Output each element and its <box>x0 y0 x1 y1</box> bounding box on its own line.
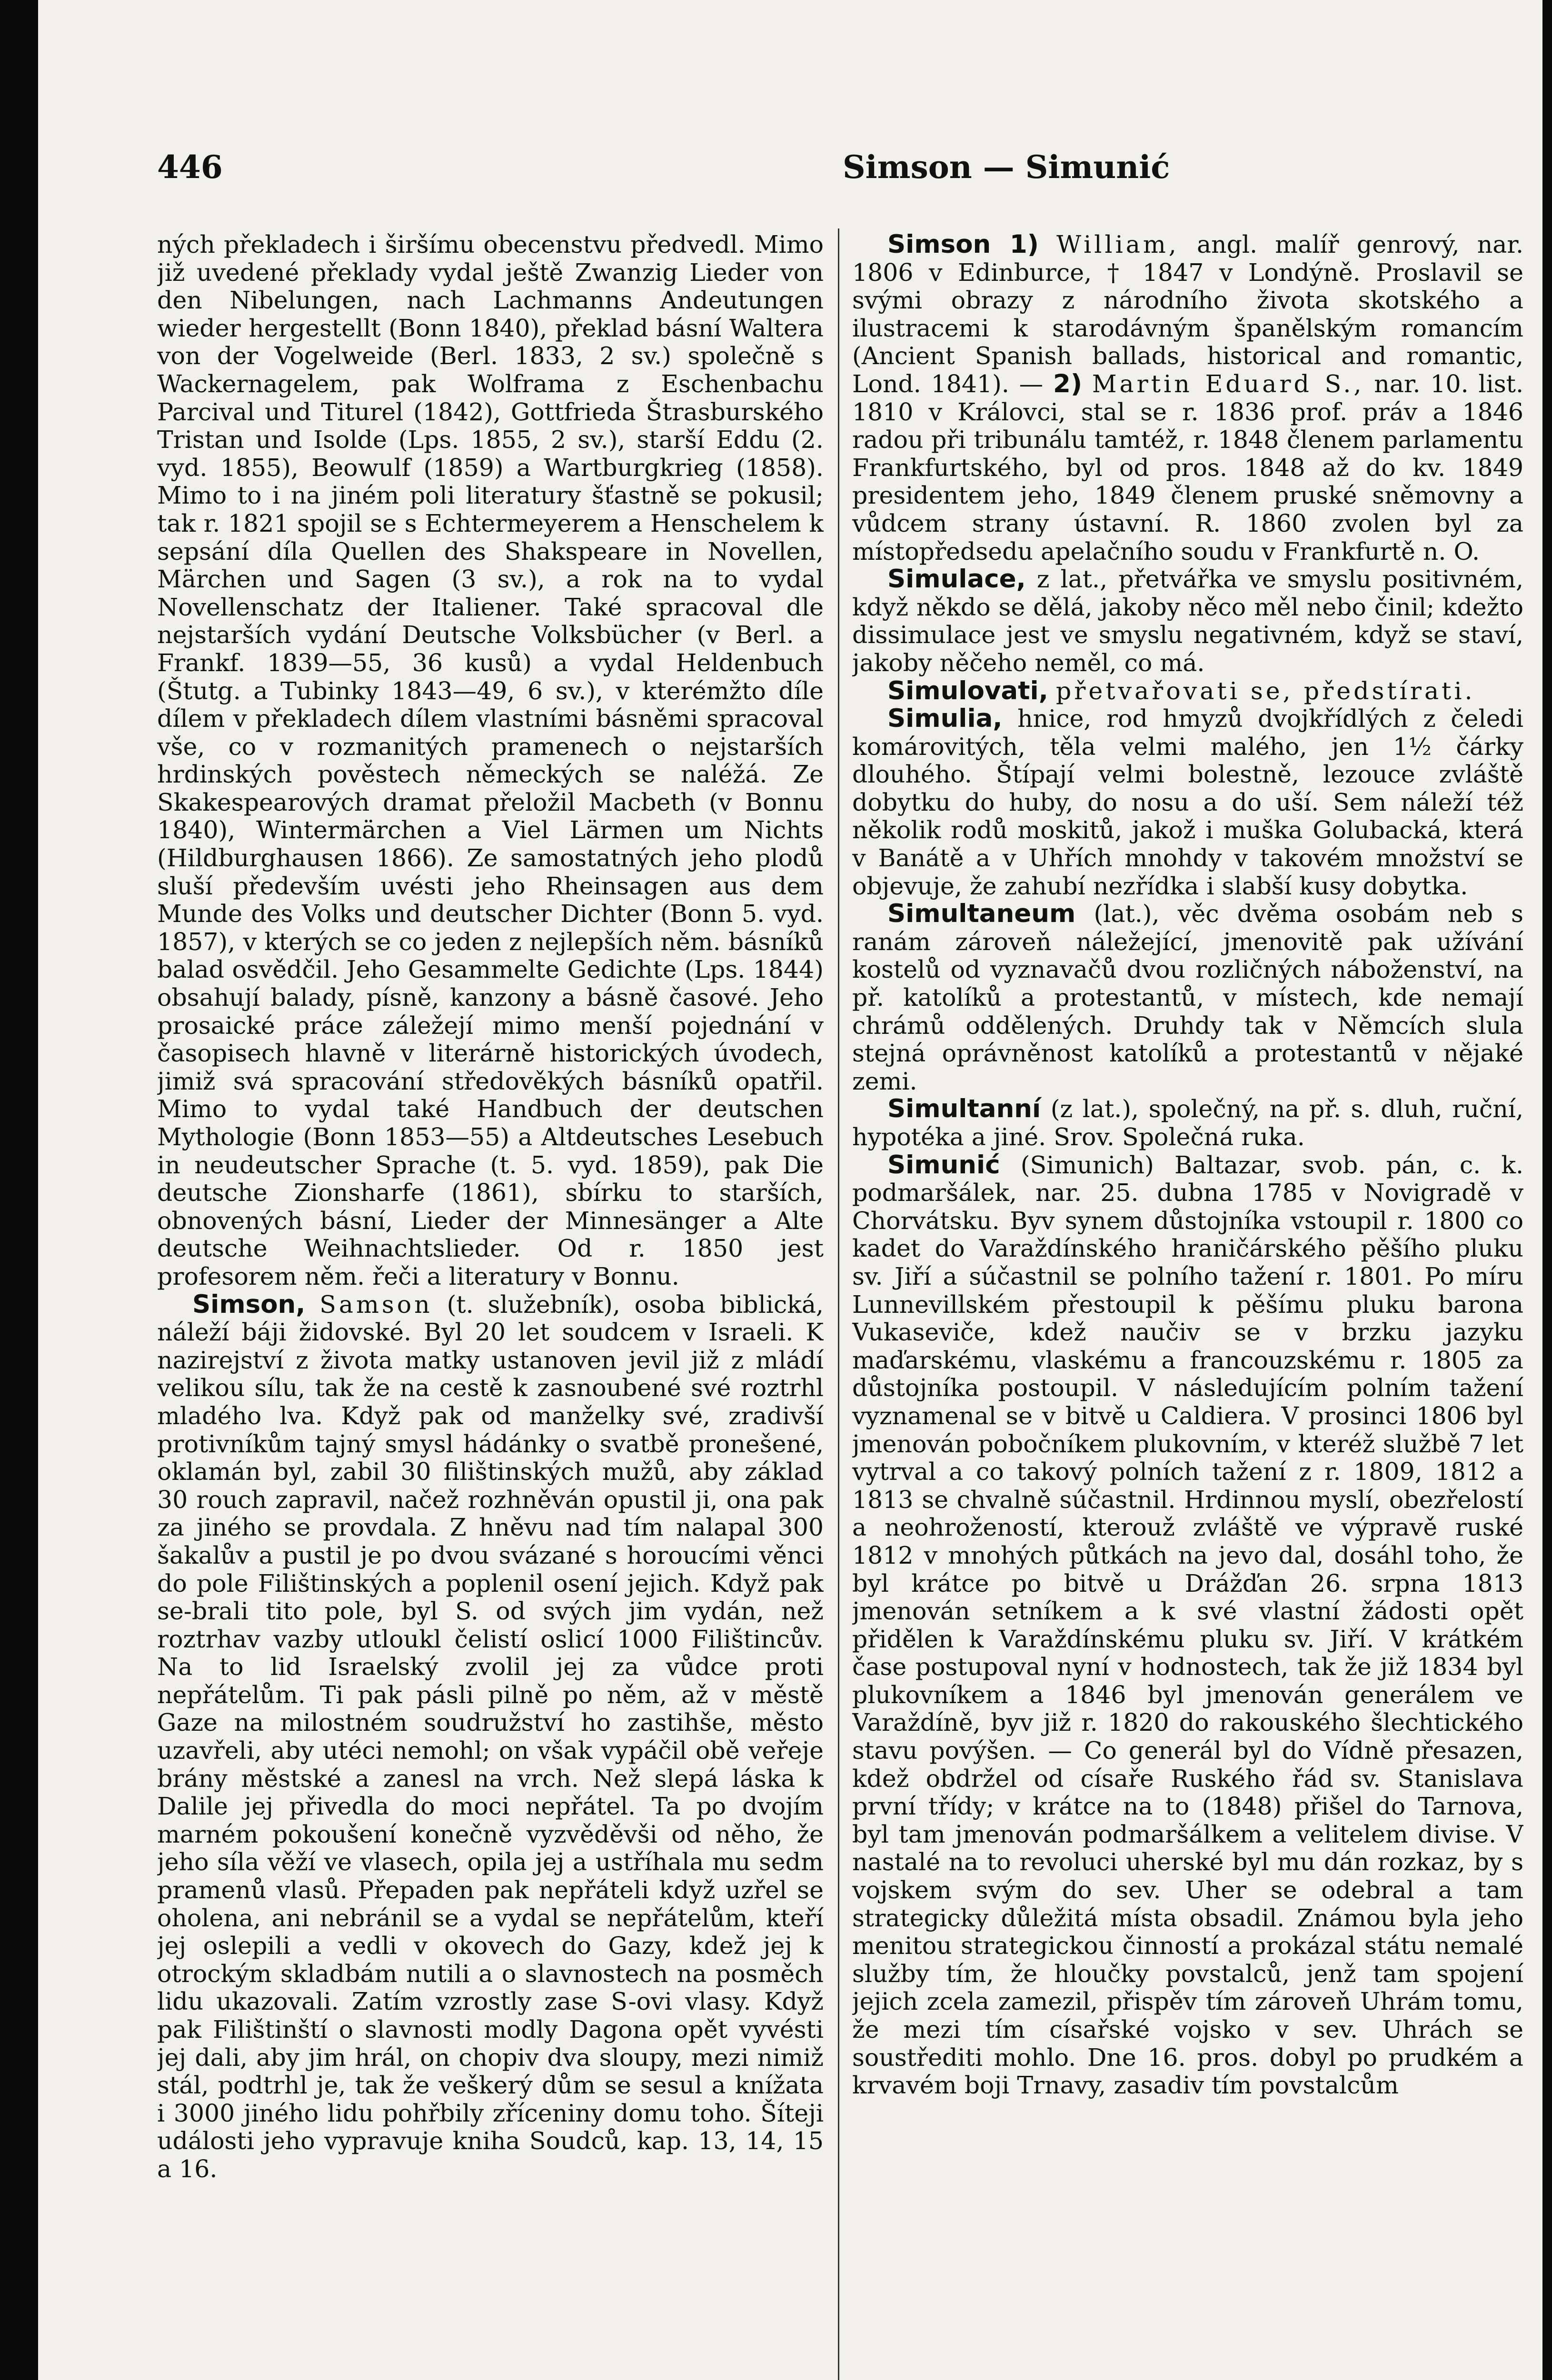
headword: Simson 1) <box>887 231 1039 259</box>
headword: Simunić <box>887 1150 1000 1180</box>
headword: Simultaneum <box>887 899 1076 929</box>
headword: Simulace, <box>887 565 1026 594</box>
entry-simson-samson <box>157 1291 824 2183</box>
headword: Simultanní <box>887 1094 1041 1124</box>
entry-simulia <box>852 705 1523 900</box>
scan-border-right <box>1542 0 1552 2380</box>
entry-name: Martin Eduard S., <box>1092 369 1364 398</box>
page-header <box>157 149 1490 191</box>
entry-simunic <box>852 1151 1523 2100</box>
headword: Simulovati, <box>887 676 1048 705</box>
entry-text: z lat., přetvářka ve smyslu positivném, když někdo se dělá, jakoby něco měl nebo činil; kdežto dissimulace jest ve smyslu negativném, když se staví, jakoby něčeho neměl, co má. <box>852 565 1523 677</box>
column-divider <box>838 228 839 2380</box>
entry-simultaneum <box>852 900 1523 1095</box>
scan-border-left <box>0 0 38 2380</box>
entry-simson <box>852 231 1523 565</box>
entry-simultanni <box>852 1095 1523 1151</box>
left-column <box>157 231 824 2380</box>
entry-text: (lat.), věc dvěma osobám neb s ranám zároveň náležející, jmenovitě pak užívání kostelů od vyznavačů dvou rozličných náboženství, na př. katolíků a protestantů, v místech, kde nemají chrámů oddělených. Druhdy tak v Němcích slula stejná oprávněnost katolíků a protestantů v nějaké zemi. <box>852 900 1523 1095</box>
headword: Simson, <box>192 1289 306 1319</box>
right-column <box>852 231 1523 2380</box>
entry-text: angl. malíř genrový, nar. 1806 v Edinburce, † 1847 v Londýně. Proslavil se svými obrazy z národního života skotského a ilustracemi k starodávným španělským romancím (Ancient Spanish ballads, historical and romantic, Lond. 1841). — <box>852 231 1523 398</box>
running-head: Simson — Simunić <box>843 149 1170 186</box>
entry-name: Samson <box>319 1290 433 1319</box>
entry-simulace <box>852 565 1523 677</box>
entry-text: nar. 10. list. 1810 v Královci, stal se r. 1836 prof. práv a 1846 radou při tribunálu tamtéž, r. 1848 členem parlamentu Frankfurtského, byl od pros. 1848 až do kv. 1849 presidentem jeho, 1849 členem pruské sněmovny a vůdcem strany ústavní. R. 1860 zvolen byl za místopředsedu apelačního soudu v Frankfurtě n. O. <box>852 369 1523 565</box>
entry-text: přetvařovati se, předstírati. <box>1055 676 1475 705</box>
headword: 2) <box>1053 369 1083 398</box>
entry-text: (Simunich) Baltazar, svob. pán, c. k. podmaršálek, nar. 25. dubna 1785 v Novigradě v Chorvátsku. Byv synem důstojníka vstoupil r. 1800 co kadet do Varaždínského hraničárského pěšího pluku sv. Jiří a súčastnil se polního tažení r. 1801. Po míru Lunnevillském přestoupil k pěšímu pluku barona Vukaseviče, kdež naučiv se v brzku jazyku maďarskému, vlaskému a francouzskému r. 1805 za důstojníka postoupil. V následujícím polním tažení vyznamenal se v bitvě u Caldiera. V prosinci 1806 byl jmenován pobočníkem plukovním, v kteréž službě 7 let vytrval a co takový polních tažení z r. 1809, 1812 a 1813 se chvalně súčastnil. Hrdinnou myslí, obezřelostí a neohrožeností, kterouž zvláště ve výpravě ruské 1812 v mnohých půtkách na jevo dal, dosáhl toho, že byl krátce po bitvě u Drážďan 26. srpna 1813 jmenován setníkem a k své vlastní žádosti opět přidělen k Varaždínskému pluku sv. Jiří. V krátkém čase postupoval nyní v hodnostech, tak že již 1834 byl plukovníkem a 1846 byl jmenován generálem ve Varaždíně, byv již r. 1820 do rakouského šlechtického stavu povýšen. — Co generál byl do Vídně přesazen, kdež obdržel od císaře Ruského řád sv. Stanislava první třídy; v krátce na to (1848) přišel do Tarnova, byl tam jmenován podmaršálkem a velitelem divise. V nastalé na to revoluci uherské byl mu dán rozkaz, by s vojskem svým do sev. Uher se odebral a tam strategicky důležitá místa obsadil. Známou byla jeho menitou strategickou činností a prokázal státu nemalé služby tím, že hloučky povstalců, jenž tam spojení jejich zcela zamezil, přispěv tím zároveň Uhrám tomu, že mezi tím císařské vojsko v sev. Uhrách se soustřediti mohlo. Dne 16. pros. dobyl po prudkém a krvavém boji Trnavy, zasadiv tím povstalcům <box>852 1150 1523 2100</box>
continued-paragraph: ných překladech i širšímu obecenstvu předvedl. Mimo již uvedené překlady vydal ještě Zwanzig Lieder von den Nibelungen, nach Lachmanns Andeutungen wieder hergestellt (Bonn 1840), překlad básní Waltera von der Vogelweide (Berl. 1833, 2 sv.) společně s Wackernagelem, pak Wolframa z Eschenbachu Parcival und Titurel (1842), Gottfrieda Štrasburského Tristan und Isolde (Lps. 1855, 2 sv.), starší Eddu (2. vyd. 1855), Beowulf (1859) a Wartburgkrieg (1858). Mimo to i na jiném poli literatury šťastně se pokusil; tak r. 1821 spojil se s Echtermeyerem a Henschelem k sepsání díla Quellen des Shakspeare in Novellen, Märchen und Sagen (3 sv.), a rok na to vydal Novellenschatz der Italiener. Také spracoval dle nejstarších vydání Deutsche Volksbücher (v Berl. a Frankf. 1839—55, 36 kusů) a vydal Heldenbuch (Štutg. a Tubinky 1843—49, 6 sv.), v kterémžto díle dílem v překladech dílem vlastními básněmi spracoval vše, co v rozmanitých pramenech o nejstarších hrdinských pověstech německých se naléžá. Ze Skakespearových dramat přeložil Macbeth (v Bonnu 1840), Wintermärchen a Viel Lärmen um Nichts (Hildburghausen 1866). Ze samostatných jeho plodů sluší především uvésti jeho Rheinsagen aus dem Munde des Volks und deutscher Dichter (Bonn 5. vyd. 1857), v kterých se co jeden z nejlepších něm. básníků balad osvědčil. Jeho Gesammelte Gedichte (Lps. 1844) obsahují balady, písně, kanzony a básně časové. Jeho prosaické práce záležejí mimo menší pojednání v časopisech hlavně v literárně historických úvodech, jimiž svá spracování středověkých básníků opatřil. Mimo to vydal také Handbuch der deutschen Mythologie (Bonn 1853—55) a Altdeutsches Lesebuch in neudeutscher Sprache (t. 5. vyd. 1859), pak Die deutsche Zionsharfe (1861), sbírku to starších, obnovených básní, Lieder der Minnesänger a Alte deutsche Weihnachtslieder. Od r. 1850 jest profesorem něm. řeči a literatury v Bonnu. <box>157 231 824 1290</box>
entry-text: hnice, rod hmyzů dvojkřídlých z čeledi komárovitých, těla velmi malého, jen 1½ čárky dlouhého. Štípají velmi bolestně, lezouce zvláště dobytku do huby, do nosu a do uší. Sem náleží též několik rodů moskitů, jakož i muška Golubacká, která v Banátě a v Uhřích mnohdy v takovém množství se objevuje, že zahubí nezřídka i slabší kusy dobytka. <box>852 704 1523 900</box>
page-number: 446 <box>157 149 223 186</box>
entry-text: (t. služebník), osoba biblická, náleží báji židovské. Byl 20 let soudcem v Israeli. K nazirejství z života matky ustanoven jevil již z mládí velikou sílu, tak že na cestě k zasnoubené své roztrhl mladého lva. Když pak od manželky své, zradivší protivníkům tajný smysl hádánky o svatbě pronešené, oklamán byl, zabil 30 filištinských mužů, aby základ 30 rouch zapravil, načež rozhněván opustil ji, ona pak za jiného se provdala. Z hněvu nad tím nalapal 300 šakalův a pustil je po dvou svázané s horoucími věnci do pole Filištinských a poplenil osení jejich. Když pak se-brali tito pole, byl S. od svých jim vydán, než roztrhav vazby utloukl čelistí oslicí 1000 Filištincův. Na to lid Israelský zvolil jej za vůdce proti nepřátelům. Ti pak pásli pilně po něm, až v městě Gaze na milostném soudružství ho zastihše, město uzavřeli, aby utéci nemohl; on však vypáčil obě veřeje brány městské a zanesl na vrch. Než slepá láska k Dalile jej přivedla do moci nepřátel. Ta po dvojím marném pokoušení konečně vyzvěděvši od něho, že jeho síla věží ve vlasech, opila jej a ustříhala mu sedm pramenů vlasů. Přepaden pak nepřáteli když uzřel se oholena, ani nebránil se a vydal se nepřátelům, kteří jej oslepili a vedli v okovech do Gazy, kdež jej k otrockým skladbám nutili a o slavnostech na posměch lidu ukazovali. Zatím vzrostly zase S-ovi vlasy. Když pak Filištinští o slavnosti modly Dagona opět vyvésti jej dali, aby jim hrál, on chopiv dva sloupy, mezi nimiž stál, podtrhl je, tak že veškerý dům se sesul a knížata i 3000 jiného lidu pohřbily zříceniny domu toho. Šíteji události jeho vypravuje kniha Soudců, kap. 13, 14, 15 a 16. <box>157 1290 824 2183</box>
entry-name: William, <box>1056 231 1179 258</box>
headword: Simulia, <box>887 704 1003 734</box>
entry-text: (z lat.), společný, na př. s. dluh, ruční, hypotéka a jiné. Srov. Společná ruka. <box>852 1095 1523 1151</box>
entry-simulovati <box>852 677 1523 705</box>
